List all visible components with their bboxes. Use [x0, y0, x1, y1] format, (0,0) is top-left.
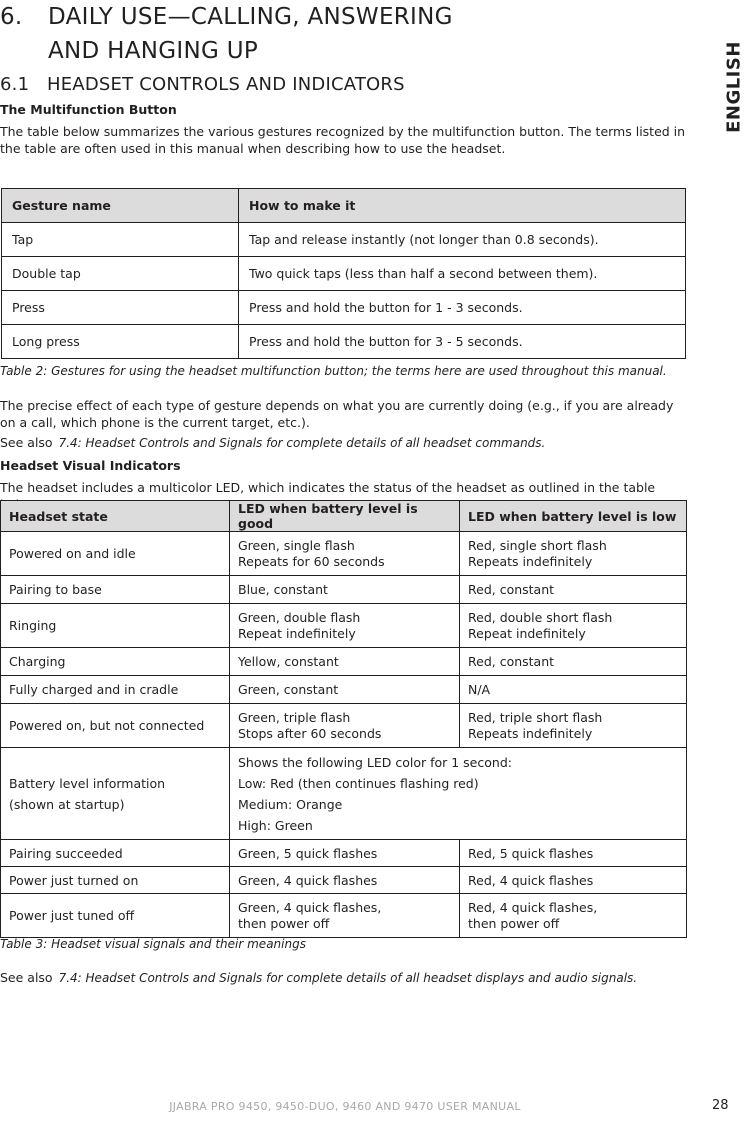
state-line: Battery level information — [9, 775, 166, 791]
see-also-reference-link[interactable]: 7.4: Headset Controls and Signals for complete details of all headset displays and audio signals. — [58, 971, 638, 985]
state-cell: Charging — [1, 648, 230, 676]
section-title: HEADSET CONTROLS AND INDICATORS — [47, 74, 405, 95]
table-row — [2, 325, 686, 359]
led-low-line: Red, 4 quick flashes, — [468, 899, 598, 915]
led-good-cell — [230, 604, 460, 648]
language-side-tab — [722, 41, 744, 133]
table-row — [1, 867, 687, 894]
gesture-how-cell: Two quick taps (less than half a second between them). — [239, 257, 686, 291]
led-table — [0, 500, 687, 938]
led-low-cell: Red, constant — [460, 576, 687, 604]
battery-detail-line: Medium: Orange — [238, 796, 343, 812]
battery-detail-line: Low: Red (then continues flashing red) — [238, 775, 479, 791]
gesture-name-cell: Double tap — [2, 257, 239, 291]
led-low-line: Red, single short flash — [468, 537, 607, 553]
led-good-line: then power off — [238, 915, 330, 931]
state-cell: Pairing to base — [1, 576, 230, 604]
led-low-line: Red, triple short flash — [468, 709, 603, 725]
table-row — [1, 676, 687, 704]
led-good-cell: Blue, constant — [230, 576, 460, 604]
led-low-line: Red, double short flash — [468, 609, 613, 625]
led-good-cell — [230, 532, 460, 576]
led-low-cell — [460, 532, 687, 576]
language-label: ENGLISH — [723, 41, 744, 133]
table-row — [1, 532, 687, 576]
table-row — [1, 648, 687, 676]
led-good-line: Green, 4 quick flashes, — [238, 899, 382, 915]
table-row — [1, 576, 687, 604]
see-also-label: See also — [0, 435, 53, 450]
led-good-line: Green, triple flash — [238, 709, 351, 725]
table-header-cell: LED when battery level is good — [230, 501, 460, 532]
led-good-cell: Yellow, constant — [230, 648, 460, 676]
table-row — [1, 704, 687, 748]
table-row — [2, 223, 686, 257]
led-low-line: Repeat indefinitely — [468, 625, 586, 641]
state-cell: Power just tuned off — [1, 894, 230, 938]
page-number: 28 — [712, 1098, 729, 1113]
led-low-line: then power off — [468, 915, 560, 931]
visual-indicators-heading: Headset Visual Indicators — [0, 458, 181, 473]
led-low-cell: Red, 5 quick flashes — [460, 840, 687, 867]
gesture-how-cell: Press and hold the button for 3 - 5 seconds. — [239, 325, 686, 359]
chapter-heading — [0, 0, 453, 68]
gesture-name-cell: Tap — [2, 223, 239, 257]
chapter-title-line2: AND HANGING UP — [48, 38, 259, 64]
section-number: 6.1 — [0, 74, 30, 95]
table-header-cell: Gesture name — [2, 189, 239, 223]
table-row — [2, 291, 686, 325]
gesture-table — [1, 188, 686, 359]
see-also-signals — [0, 970, 637, 985]
state-cell: Ringing — [1, 604, 230, 648]
battery-detail-line: Shows the following LED color for 1 second: — [238, 754, 512, 770]
led-low-line: Repeats indefinitely — [468, 553, 593, 569]
gesture-note: The precise effect of each type of gesture depends on what you are currently doing (e.g., if you are already on a call, which phone is the current target, etc.). — [0, 398, 674, 430]
battery-detail-cell — [230, 748, 687, 840]
gesture-name-cell: Press — [2, 291, 239, 325]
led-good-cell: Green, 4 quick flashes — [230, 867, 460, 894]
table-header-row — [1, 501, 687, 532]
table-row — [2, 257, 686, 291]
gesture-name-cell: Long press — [2, 325, 239, 359]
led-good-line: Green, double flash — [238, 609, 361, 625]
state-line: (shown at startup) — [9, 796, 125, 812]
see-also-commands — [0, 435, 545, 450]
see-also-reference-link[interactable]: 7.4: Headset Controls and Signals for complete details of all headset commands. — [58, 436, 546, 450]
led-low-cell — [460, 704, 687, 748]
table-row — [1, 840, 687, 867]
table-row — [1, 604, 687, 648]
state-cell: Fully charged and in cradle — [1, 676, 230, 704]
page-footer: JJABRA PRO 9450, 9450-DUO, 9460 AND 9470 USER MANUAL — [169, 1100, 521, 1113]
led-low-cell: Red, 4 quick flashes — [460, 867, 687, 894]
led-good-cell: Green, constant — [230, 676, 460, 704]
led-good-cell: Green, 5 quick flashes — [230, 840, 460, 867]
led-good-line: Repeats for 60 seconds — [238, 553, 385, 569]
state-cell: Powered on, but not connected — [1, 704, 230, 748]
state-cell: Power just turned on — [1, 867, 230, 894]
led-low-cell — [460, 604, 687, 648]
led-low-cell: Red, constant — [460, 648, 687, 676]
led-low-line: Repeats indefinitely — [468, 725, 593, 741]
chapter-number: 6. — [0, 4, 23, 30]
led-good-line: Stops after 60 seconds — [238, 725, 382, 741]
led-low-cell — [460, 894, 687, 938]
visual-indicators-intro: The headset includes a multicolor LED, which indicates the status of the headset as outlined in the table — [0, 480, 656, 495]
chapter-title-line1: DAILY USE—CALLING, ANSWERING — [48, 4, 453, 30]
table-header-cell: Headset state — [1, 501, 230, 532]
gesture-how-cell: Press and hold the button for 1 - 3 seconds. — [239, 291, 686, 325]
see-also-label: See also — [0, 970, 53, 985]
table-row-battery-info — [1, 748, 687, 840]
led-good-cell — [230, 894, 460, 938]
table-header-row — [2, 189, 686, 223]
table-header-cell: LED when battery level is low — [460, 501, 687, 532]
section-heading — [0, 74, 405, 96]
multifunction-intro: The table below summarizes the various gestures recognized by the multifunction button. The terms listed in the table are often used in this manual when describing how to use the headset. — [0, 124, 686, 156]
table-header-cell: How to make it — [239, 189, 686, 223]
led-table-caption: Table 3: Headset visual signals and their meanings — [0, 937, 306, 951]
battery-detail-line: High: Green — [238, 817, 313, 833]
gesture-how-cell: Tap and release instantly (not longer than 0.8 seconds). — [239, 223, 686, 257]
state-cell: Pairing succeeded — [1, 840, 230, 867]
state-cell: Powered on and idle — [1, 532, 230, 576]
state-cell — [1, 748, 230, 840]
led-good-line: Green, single flash — [238, 537, 355, 553]
gesture-table-caption: Table 2: Gestures for using the headset multifunction button; the terms here are used throughout this manual. — [0, 364, 667, 378]
led-good-cell — [230, 704, 460, 748]
led-low-cell: N/A — [460, 676, 687, 704]
multifunction-heading: The Multifunction Button — [0, 102, 177, 117]
table-row — [1, 894, 687, 938]
led-good-line: Repeat indefinitely — [238, 625, 356, 641]
